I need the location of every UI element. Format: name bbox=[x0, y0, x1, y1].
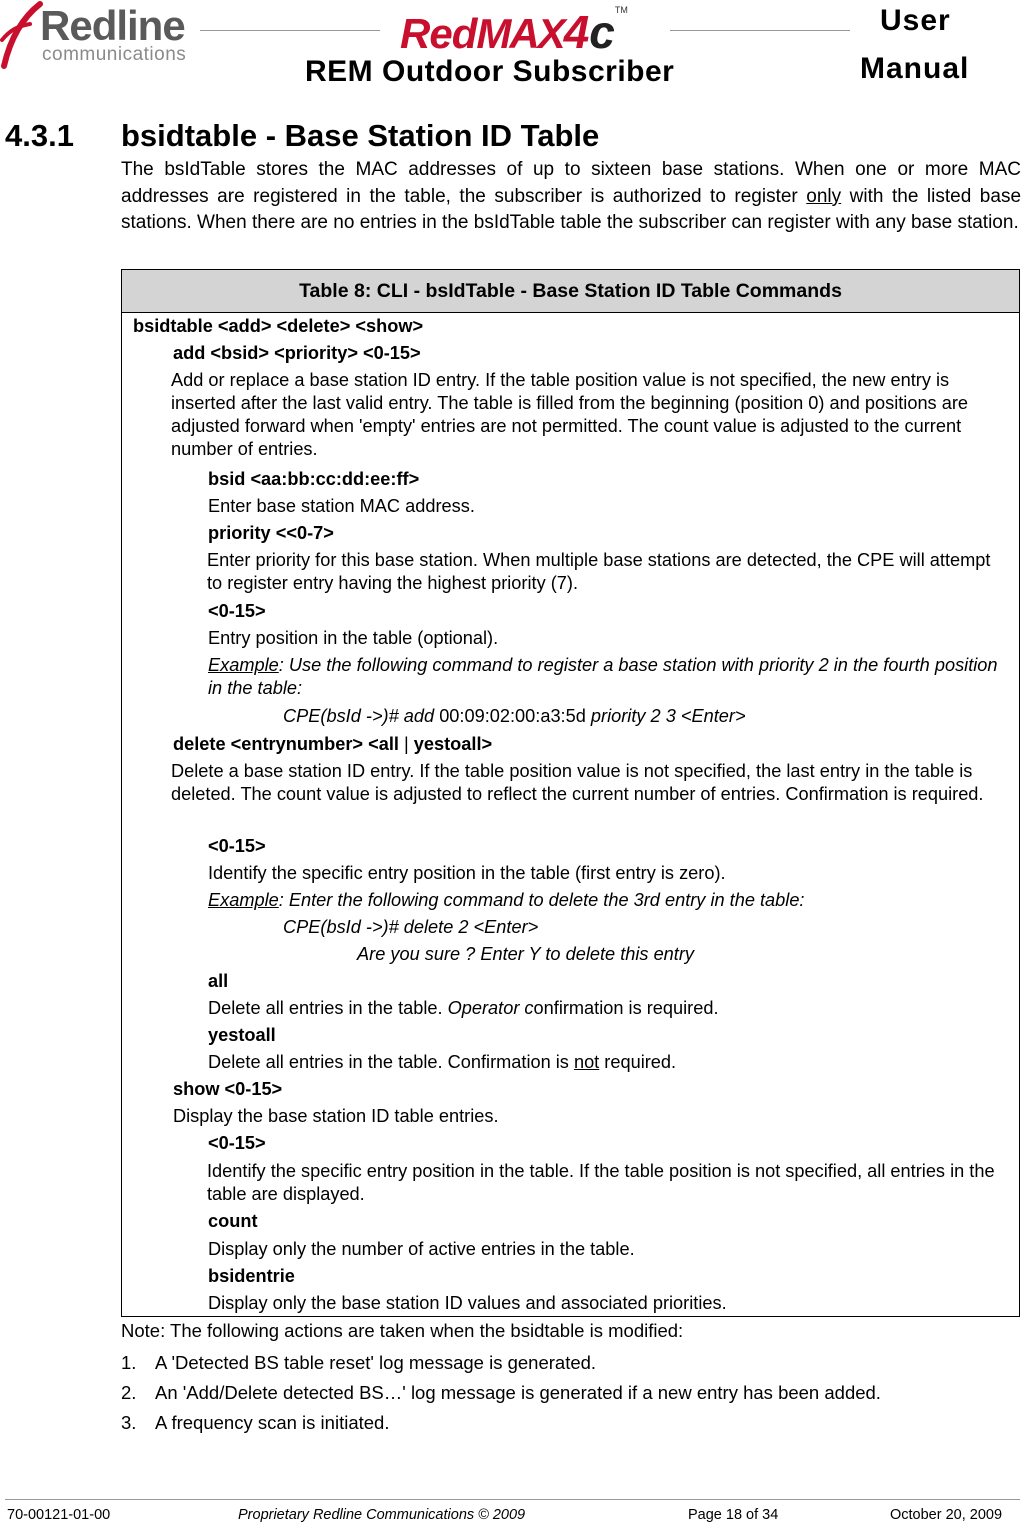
list-number: 2. bbox=[121, 1382, 137, 1403]
footer-date: October 20, 2009 bbox=[890, 1507, 1003, 1523]
section-number: 4.3.1 bbox=[5, 118, 74, 153]
list-text: A 'Detected BS table reset' log message is generated. bbox=[155, 1352, 597, 1373]
footer-copyright: Proprietary Redline Communications © 2009 bbox=[238, 1507, 526, 1523]
del-example-text: : Enter the following command to delete the 3rd entry in the table: bbox=[278, 890, 805, 910]
del-example-command: CPE(bsId ->)# delete 2 <Enter> bbox=[283, 917, 539, 937]
example-label: Example bbox=[208, 890, 279, 910]
all-desc bbox=[208, 997, 719, 1020]
footer-doc-number: 70-00121-01-00 bbox=[7, 1507, 111, 1523]
bsidentrie-param: bsidentrie bbox=[208, 1266, 295, 1286]
list-item bbox=[121, 1382, 881, 1404]
del-pos-desc: Identify the specific entry position in the table (first entry is zero). bbox=[208, 863, 726, 883]
redmax-logo bbox=[400, 5, 670, 58]
logo-4: 4 bbox=[563, 6, 590, 58]
list-text: A frequency scan is initiated. bbox=[155, 1412, 390, 1433]
add-example-rest: priority 2 3 <Enter> bbox=[590, 706, 746, 726]
all-desc-op: Operator c bbox=[447, 998, 534, 1018]
logo-max: MAX bbox=[476, 10, 564, 57]
count-desc: Display only the number of active entries in the table. bbox=[208, 1239, 635, 1259]
del-example bbox=[208, 889, 805, 912]
priority-param: priority <<0-7> bbox=[208, 523, 334, 543]
syntax-line: bsidtable <add> <delete> <show> bbox=[133, 316, 424, 336]
count-param: count bbox=[208, 1211, 258, 1231]
header-manual: Manual bbox=[860, 52, 970, 85]
note-text: Note: The following actions are taken when the bsidtable is modified: bbox=[121, 1320, 684, 1341]
yestoall-desc-1: Delete all entries in the table. Confirmation is bbox=[208, 1052, 574, 1072]
footer-page: Page 18 of 34 bbox=[688, 1507, 779, 1523]
section-title: bsidtable - Base Station ID Table bbox=[121, 118, 600, 153]
add-example-prompt: CPE(bsId ->)# add bbox=[283, 706, 435, 726]
list-number: 3. bbox=[121, 1412, 137, 1433]
show-description: Display the base station ID table entries. bbox=[173, 1106, 499, 1126]
show-pos-param: <0-15> bbox=[208, 1133, 266, 1153]
yestoall-desc-2: required. bbox=[599, 1052, 677, 1072]
bsid-desc: Enter base station MAC address. bbox=[208, 496, 475, 516]
example-label: Example bbox=[208, 655, 279, 675]
delete-cmd-bar: | bbox=[403, 734, 409, 754]
logo-c: c bbox=[589, 6, 615, 58]
intro-text-1: The bsIdTable stores the MAC addresses of up to sixteen base stations. When one or more MAC addresses are registered in the table, the subscriber is authorized to register bbox=[121, 159, 1021, 207]
list-number: 1. bbox=[121, 1352, 137, 1373]
yestoall-param: yestoall bbox=[208, 1025, 276, 1045]
all-desc-2: onfirmation is required. bbox=[533, 998, 719, 1018]
add-example bbox=[208, 654, 998, 700]
add-pos-param: <0-15> bbox=[208, 601, 266, 621]
add-example-mac: 00:09:02:00:a3:5d bbox=[434, 706, 591, 726]
yestoall-desc bbox=[208, 1051, 676, 1074]
delete-cmd-b: yestoall> bbox=[408, 734, 493, 754]
delete-description: Delete a base station ID entry. If the table position value is not specified, the last entry in the table is deleted. The count value is adjusted to reflect the current number of entries. Confirmation is required. bbox=[171, 761, 984, 804]
table-caption: Table 8: CLI - bsIdTable - Base Station ID Table Commands bbox=[122, 270, 1019, 313]
add-command: add <bsid> <priority> <0-15> bbox=[173, 343, 421, 363]
header-rule-left bbox=[200, 30, 380, 31]
all-desc-1: Delete all entries in the table. bbox=[208, 998, 448, 1018]
intro-paragraph bbox=[121, 157, 1021, 237]
yestoall-desc-not: not bbox=[573, 1052, 600, 1072]
show-pos-desc: Identify the specific entry position in the table. If the table position is not specified, all entries in the table are displayed. bbox=[207, 1161, 995, 1204]
section-heading bbox=[5, 118, 599, 154]
intro-emphasis: only bbox=[806, 185, 842, 207]
priority-desc: Enter priority for this base station. When multiple base stations are detected, the CPE will attempt to register entry having the highest priority (7). bbox=[207, 550, 991, 593]
del-example-confirm: Are you sure ? Enter Y to delete this entry bbox=[357, 944, 695, 964]
brand-sub: communications bbox=[42, 44, 187, 65]
list-item bbox=[121, 1352, 596, 1374]
brand-name: Redline bbox=[40, 2, 185, 49]
show-command: show <0-15> bbox=[173, 1079, 283, 1099]
bsid-param: bsid <aa:bb:cc:dd:ee:ff> bbox=[208, 469, 420, 489]
add-example-text: : Use the following command to register a base station with priority 2 in the fourth position in the table: bbox=[208, 655, 998, 698]
header-rule-right bbox=[670, 30, 850, 31]
delete-cmd-a: delete <entrynumber> <all bbox=[173, 734, 404, 754]
header-user: User bbox=[880, 4, 951, 37]
del-pos-param: <0-15> bbox=[208, 836, 266, 856]
list-text: An 'Add/Delete detected BS…' log message is generated if a new entry has been added. bbox=[155, 1382, 881, 1403]
add-description: Add or replace a base station ID entry. If the table position value is not specified, the new entry is inserted after the last valid entry. The table is filled from the beginning (position 0) and positions are adjusted forward when 'empty' entries are not permitted. The count value is adjusted to the current number of entries. bbox=[171, 370, 968, 459]
logo-red: Red bbox=[400, 10, 477, 57]
list-item bbox=[121, 1412, 389, 1434]
all-param: all bbox=[208, 971, 229, 991]
add-example-command bbox=[283, 705, 746, 728]
footer-rule bbox=[5, 1499, 1020, 1500]
add-pos-desc: Entry position in the table (optional). bbox=[208, 628, 499, 648]
header-subtitle: REM Outdoor Subscriber bbox=[305, 55, 675, 88]
redline-logo bbox=[0, 0, 200, 75]
logo-tm: TM bbox=[614, 5, 628, 15]
redline-swoosh-icon bbox=[0, 0, 44, 70]
intro-text-2: with the listed base stations. When there are no entries in the bsIdTable table the subscriber can register with any base station. bbox=[121, 185, 1022, 234]
bsidentrie-desc: Display only the base station ID values and associated priorities. bbox=[208, 1293, 727, 1313]
delete-command bbox=[173, 733, 492, 756]
